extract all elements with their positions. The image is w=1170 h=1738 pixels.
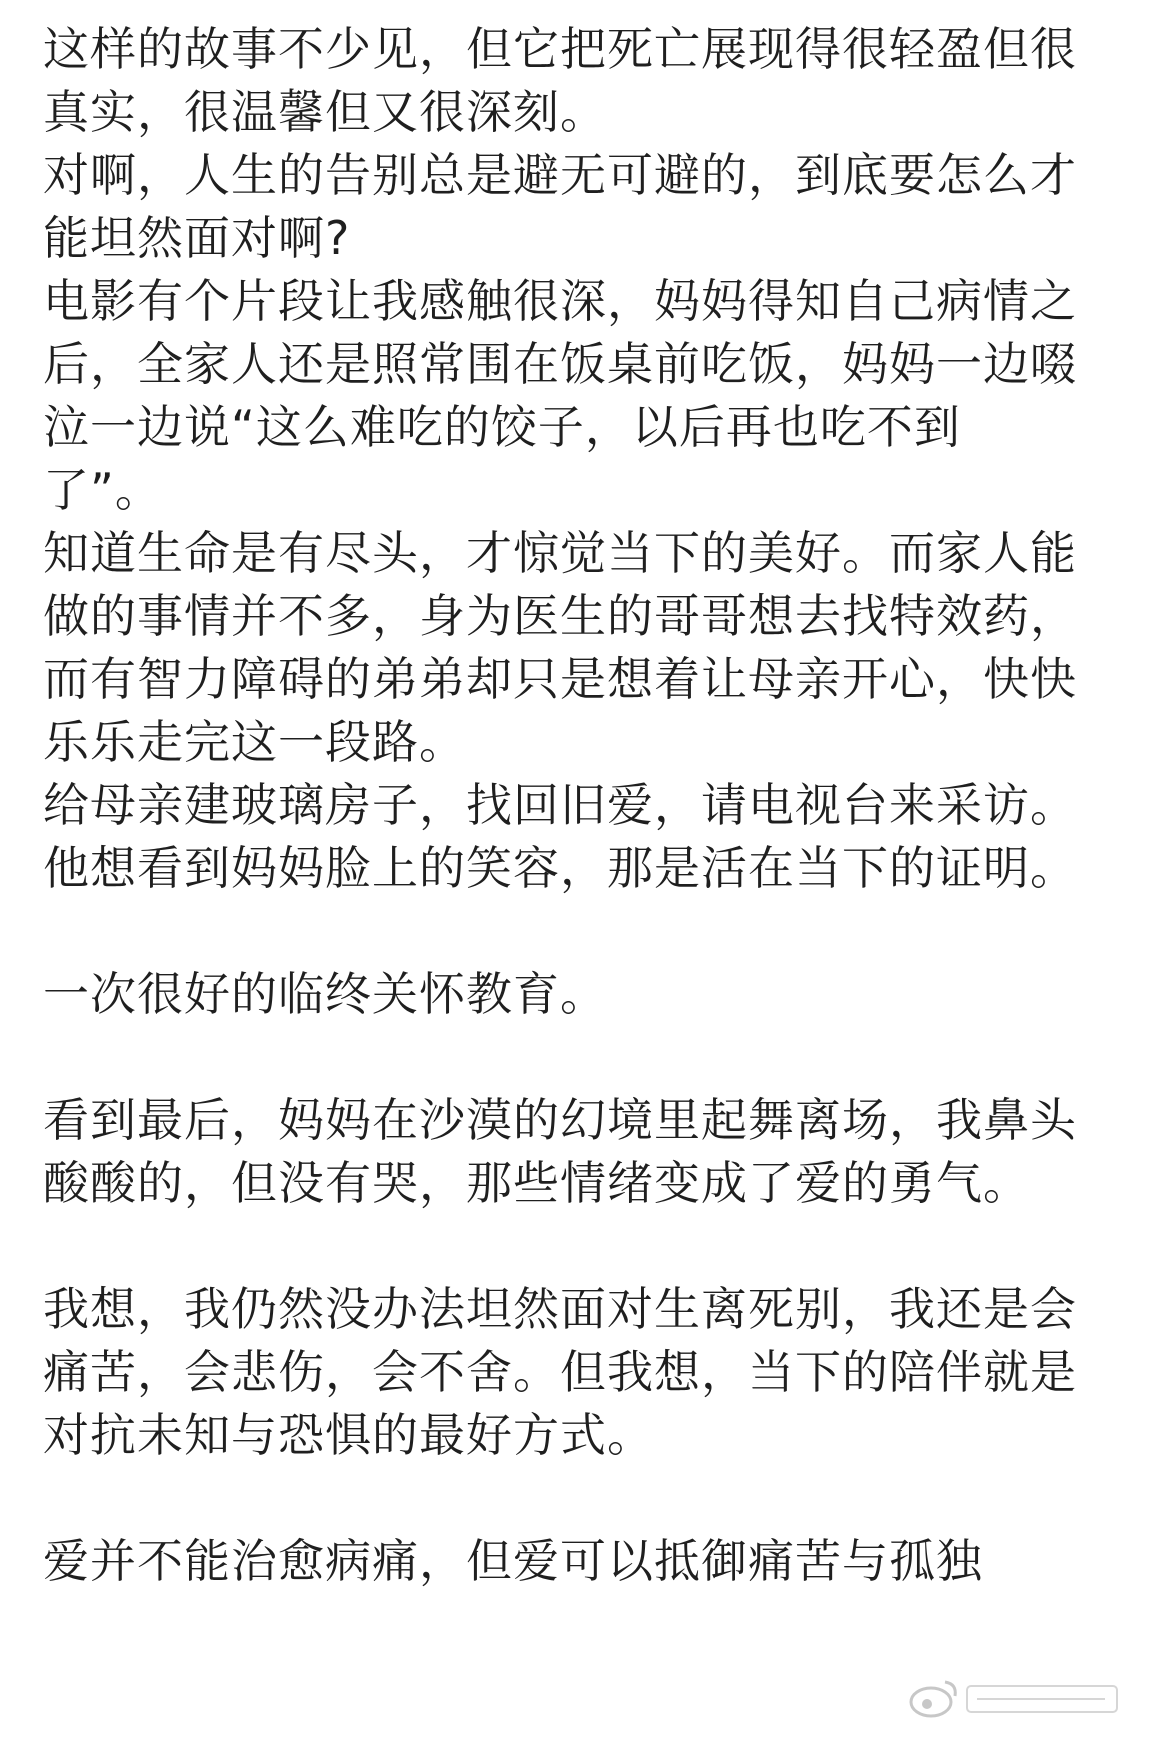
text-line: 酸酸的，但没有哭，那些情绪变成了爱的勇气。 [43, 1156, 1030, 1210]
text-line: 而有智力障碍的弟弟却只是想着让母亲开心，快快 [43, 652, 1077, 706]
paragraph-gap [43, 1467, 1133, 1530]
text-line: 看到最后，妈妈在沙漠的幻境里起舞离场，我鼻头 [43, 1093, 1077, 1147]
text-line: 乐乐走完这一段路。 [43, 715, 466, 769]
text-line: 真实，很温馨但又很深刻。 [43, 85, 607, 139]
text-line: 痛苦，会悲伤，会不舍。但我想，当下的陪伴就是 [43, 1345, 1077, 1399]
text-line: 他想看到妈妈脸上的笑容，那是活在当下的证明。 [43, 841, 1077, 895]
text-line: 给母亲建玻璃房子，找回旧爱，请电视台来采访。 [43, 778, 1077, 832]
text-line: 爱并不能治愈病痛，但爱可以抵御痛苦与孤独 [43, 1534, 983, 1588]
text-line: 我想，我仍然没办法坦然面对生离死别，我还是会 [43, 1282, 1077, 1336]
text-line: 做的事情并不多，身为医生的哥哥想去找特效药， [43, 589, 1077, 643]
text-line: 后，全家人还是照常围在饭桌前吃饭，妈妈一边啜 [43, 337, 1077, 391]
paragraph-gap [43, 1026, 1133, 1089]
text-line: 对啊，人生的告别总是避无可避的，到底要怎么才 [43, 148, 1077, 202]
text-line: 对抗未知与恐惧的最好方式。 [43, 1408, 654, 1462]
text-line: 一次很好的临终关怀教育。 [43, 967, 607, 1021]
paragraph-gap [43, 900, 1133, 963]
text-line: 电影有个片段让我感触很深，妈妈得知自己病情之 [43, 274, 1077, 328]
paragraph-gap [43, 1215, 1133, 1278]
text-line: 这样的故事不少见，但它把死亡展现得很轻盈但很 [43, 22, 1077, 76]
text-line: 泣一边说“这么难吃的饺子，以后再也吃不到 [43, 400, 961, 454]
text-line: 能坦然面对啊? [43, 211, 351, 265]
weibo-watermark-icon [900, 1670, 1130, 1728]
article-body [43, 18, 1133, 1593]
text-line: 了”。 [43, 463, 162, 517]
text-line: 知道生命是有尽头，才惊觉当下的美好。而家人能 [43, 526, 1077, 580]
